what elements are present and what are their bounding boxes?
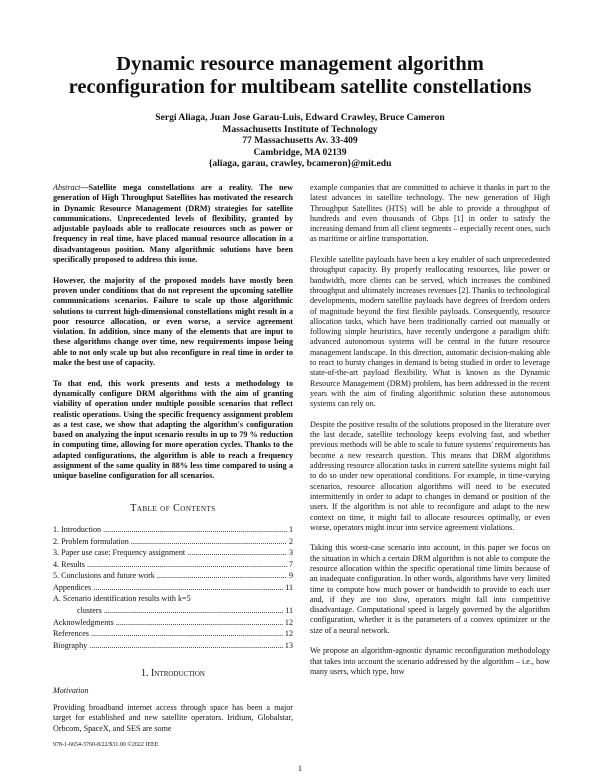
toc-label: 3. Paper use case: Frequency assignment bbox=[53, 548, 186, 558]
toc-row[interactable] bbox=[53, 640, 293, 652]
toc-leader bbox=[93, 582, 283, 594]
toc-label: 4. Results bbox=[53, 559, 85, 569]
toc-row[interactable] bbox=[53, 628, 293, 640]
toc-page: 7 bbox=[288, 559, 293, 569]
table-of-contents bbox=[53, 524, 293, 652]
body-paragraph-4: Taking this worst-case scenario into account, in this paper we focus on the situation in which a certain DRM algorithm is not able to compute the resource allocation within the specific operational time limits because of an inadequate configuration. In other words, algorithms have very limited time to compute how much power or bandwidth to provide to each user and, if they are too slow, operators might fall into competitive disadvantage. Computational speed is largely governed by the algorithm configuration, whether it is the parameters of a convex optimizer or the size of a neural network. bbox=[310, 543, 550, 635]
abstract-lead: Abstract bbox=[53, 183, 81, 192]
toc-page: 11 bbox=[285, 606, 293, 616]
subsection-heading-motivation: Motivation bbox=[53, 685, 89, 695]
body-paragraph-5: We propose an algorithm-agnostic dynamic reconfiguration methodology that takes into account the scenario addressed by the algorithm – i.e., how many users, which type, how bbox=[310, 646, 550, 676]
toc-row[interactable] bbox=[53, 593, 293, 605]
toc-label: References bbox=[53, 629, 89, 639]
toc-row[interactable] bbox=[53, 524, 293, 536]
author-email: {aliaga, garau, crawley, bcameron}@mit.edu bbox=[208, 158, 392, 169]
toc-row[interactable] bbox=[53, 605, 293, 617]
abstract bbox=[53, 183, 293, 482]
toc-row[interactable] bbox=[53, 570, 293, 582]
toc-page: 9 bbox=[288, 571, 293, 581]
toc-page: 11 bbox=[285, 582, 293, 592]
page-number: 1 bbox=[298, 764, 302, 773]
toc-leader bbox=[87, 559, 287, 571]
toc-label: 2. Problem formulation bbox=[53, 536, 129, 546]
toc-page: 12 bbox=[284, 629, 293, 639]
author-city: Cambridge, MA 02139 bbox=[253, 146, 347, 158]
abstract-text-1: —Satellite mega constellations are a reality. The new generation of High Throughput Satellites has motivated the research in Dynamic Resource Management (DRM) strategies for satellite communications. Unprecedented levels of flexibility, granted by adjustable payloads able to reallocate resources such as power or frequency in real time, have placed manual resource allocation in a disadvantageous position. Many algorithmic solutions have been specifically proposed to address this issue. bbox=[53, 183, 293, 265]
body-paragraph-3: Despite the positive results of the solutions proposed in the literature over the last decade, satellite technology keeps evolving fast, and whether previous methods will be able to scale to future systems' requirements has become a new research question. This means that DRM algorithms addressing resource allocation tasks in current satellite systems might fail to do so under new operational conditions. For example, in time-varying scenarios, resource allocation algorithms will need to be executed intermittently in order to adapt to changes in demand or position of the users. If the algorithm is not able to reconfigure and adapt to the new context on time, it might fail to allocate resources optimally, or even worse, operators might incur into service agreement violations. bbox=[310, 419, 550, 532]
toc-label: clusters bbox=[77, 606, 102, 616]
left-column bbox=[53, 183, 293, 744]
toc-label: Appendices bbox=[53, 582, 92, 592]
paper-title bbox=[0, 53, 600, 99]
toc-leader bbox=[131, 536, 287, 548]
section-heading-introduction: 1. Introduction bbox=[141, 668, 205, 680]
intro-paragraph-1: Providing broadband internet access through space has been a major target for established and new satellite operators. Iridium, Globalstar, Orbcom, SpaceX, and SES are some bbox=[53, 703, 293, 733]
toc-leader bbox=[157, 570, 287, 582]
author-names: Sergi Aliaga, Juan Jose Garau-Luis, Edward Crawley, Bruce Cameron bbox=[155, 112, 445, 123]
toc-label: 1. Introduction bbox=[53, 524, 102, 534]
author-address: 77 Massachusetts Av. 33-409 bbox=[242, 135, 358, 146]
toc-leader bbox=[103, 524, 287, 536]
toc-leader bbox=[116, 617, 283, 629]
toc-page: 1 bbox=[288, 524, 293, 534]
toc-row[interactable] bbox=[53, 536, 293, 548]
toc-leader bbox=[91, 628, 283, 640]
toc-row[interactable] bbox=[53, 559, 293, 571]
body-paragraph-1: example companies that are committed to achieve it thanks in part to the latest advances in satellite technology. The new generation of High Throughput Satellites (HTS) will be able to provide a throughput of hundreds and even thousands of Gbps [1] in order to satisfy the increasing demand from all client segments – especially recent ones, such as maritime or airline transportation. bbox=[310, 183, 550, 244]
abstract-paragraph-2: However, the majority of the proposed models have mostly been proven under conditions that do not represent the upcoming satellite communications scenarios. Failure to scale up those algorithmic solutions to current high-dimensional constellations might result in a poor resource allocation, or even worse, a service agreement violation. In addition, since many of the elements that are input to these algorithms change over time, new requirements impose being able to not only scale up but also reconfigure in real time in order to make the best use of capacity. bbox=[53, 275, 293, 368]
author-institution: Massachusetts Institute of Technology bbox=[222, 123, 378, 135]
toc-page: 12 bbox=[284, 617, 293, 627]
body-paragraph-2: Flexible satellite payloads have been a key enabler of such unprecedented throughput capacity. By properly reallocating resources, like power or bandwidth, more clients can be served, which increases the combined throughput and ultimately increases revenues [2]. Thanks to technological developments, modern satellite payloads have degrees of freedom orders of magnitude beyond the first flexible payloads. Consequently, resource allocation tasks, which have been traditionally carried out manually or following simple heuristics, have recently undergone a paradigm shift: advanced autonomous systems will be central in the future resource management landscape. In this direction, automatic decision-making able to react to bursty changes in demand is being studied in order to leverage state-of-the-art payload flexibility. What is known as the Dynamic Resource Management (DRM) problem, has been addressed in the recent years with the aim of finding algorithmic solution these autonomous systems can rely on. bbox=[310, 255, 550, 409]
copyright-notice: 978-1-6654-3760-8/22/$31.00 ©2022 IEEE bbox=[53, 742, 159, 748]
toc-leader bbox=[89, 640, 283, 652]
toc-page: 2 bbox=[288, 536, 293, 546]
toc-row[interactable] bbox=[53, 582, 293, 594]
abstract-paragraph-1 bbox=[53, 183, 293, 265]
title-line-1: Dynamic resource management algorithm bbox=[116, 53, 484, 75]
toc-page: 13 bbox=[284, 640, 293, 650]
right-column bbox=[310, 183, 550, 688]
toc-label: Acknowledgments bbox=[53, 617, 114, 627]
toc-leader bbox=[187, 547, 287, 559]
toc-row[interactable] bbox=[53, 547, 293, 559]
toc-label: 5. Conclusions and future work bbox=[53, 571, 155, 581]
author-block bbox=[0, 112, 600, 170]
toc-heading: Table of Contents bbox=[130, 502, 216, 514]
toc-leader bbox=[104, 605, 283, 617]
toc-label: A. Scenario identification results with k=5 bbox=[53, 594, 191, 604]
toc-row[interactable] bbox=[53, 617, 293, 629]
toc-page: 3 bbox=[288, 548, 293, 558]
toc-label: Biography bbox=[53, 640, 88, 650]
abstract-paragraph-3: To that end, this work presents and tests a methodology to dynamically configure DRM algorithms with the aim of granting viability of operation under multiple possible scenarios that reflect realistic operations. Using the specific frequency assignment problem as a test case, we show that adapting the algorithm's configuration based on analyzing the input scenario results in up to 79 % reduction in computing time, allowing for more operation cycles. Thanks to the adapted configurations, the algorithm is able to reach a frequency assignment of the same quality in 88% less time compared to using a unique baseline configuration for all scenarios. bbox=[53, 378, 293, 481]
title-line-2: reconfiguration for multibeam satellite constellations bbox=[68, 76, 532, 98]
